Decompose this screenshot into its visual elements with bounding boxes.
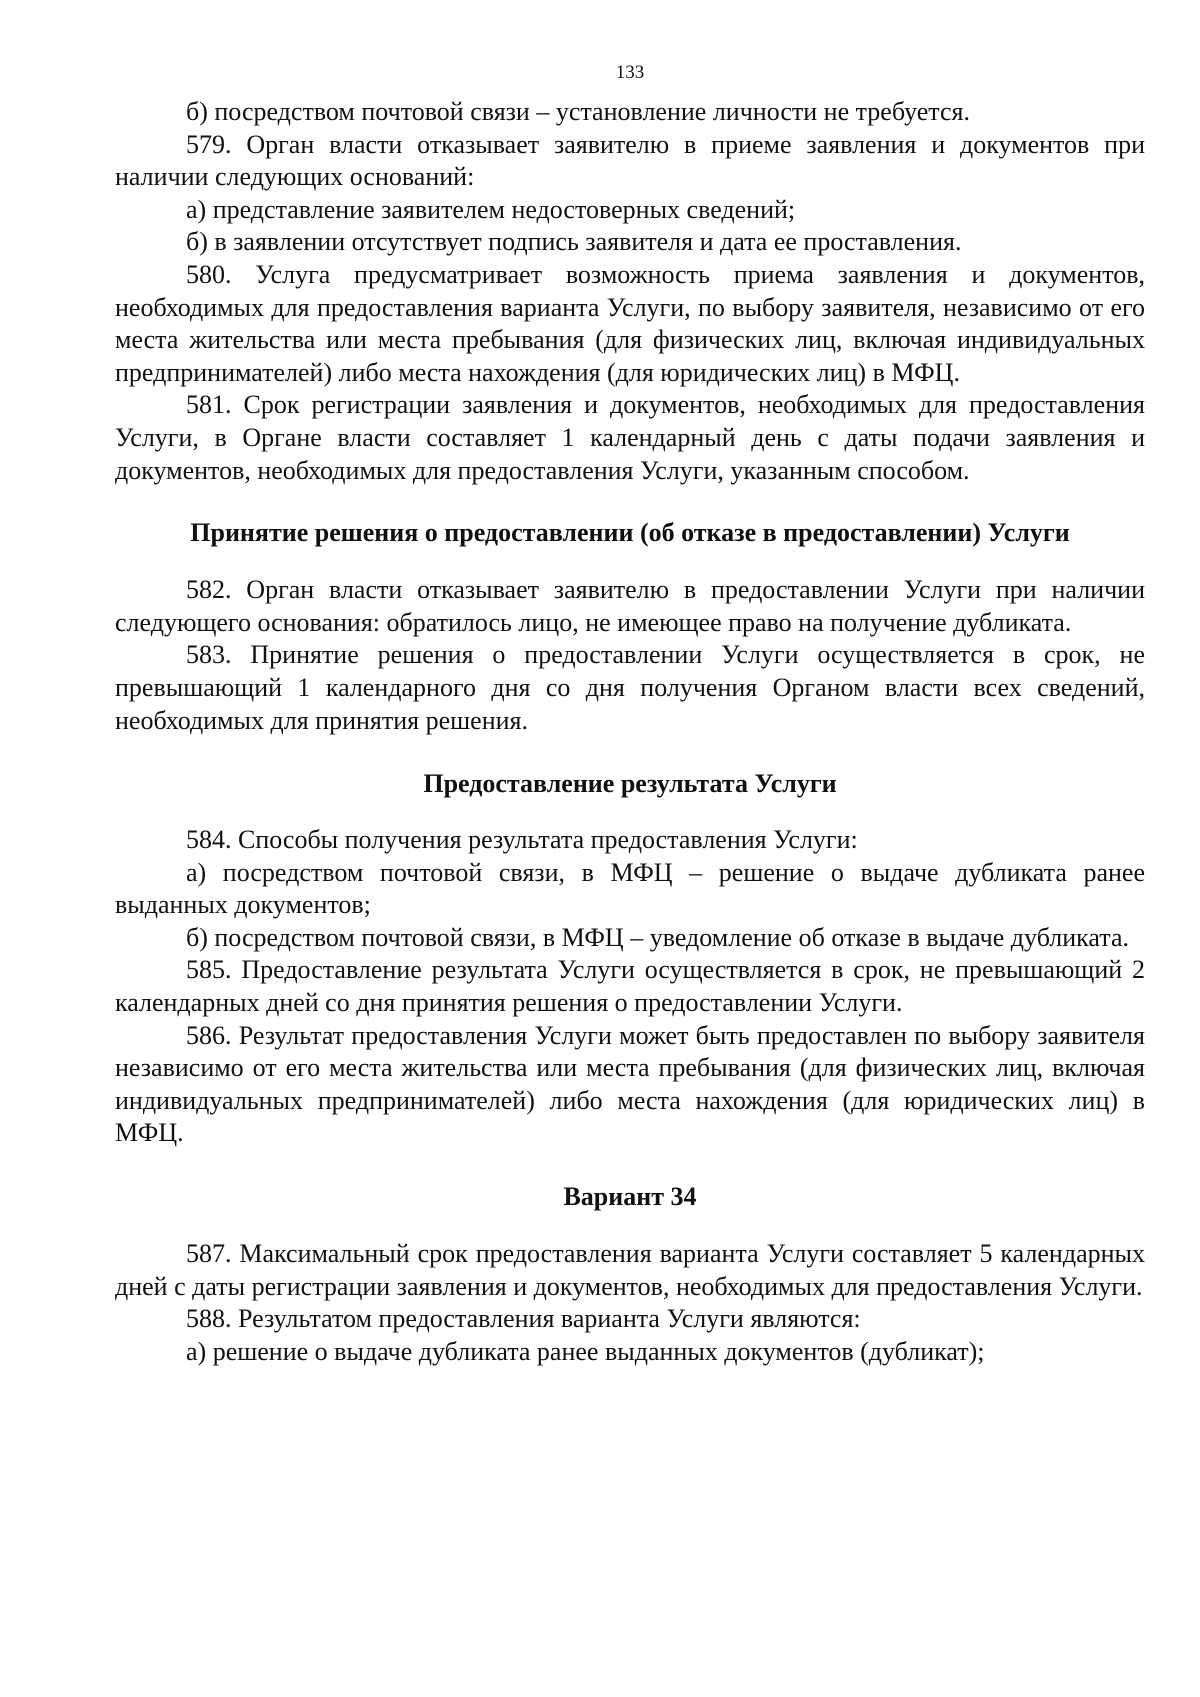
page-number: 133 [615, 62, 645, 83]
paragraph-579-a: а) представление заявителем недостоверных сведений; [186, 194, 796, 224]
paragraph-580: 580. Услуга предусматривает возможность приема заявления и документов, необходимых для предоставления варианта Услуги, по выбору заявителя, независимо от его места жительства или места пребывания (для физических лиц, включая индивидуальных предпринимателей) либо места нахождения (для юридических лиц) в МФЦ. [115, 259, 1145, 387]
paragraph-584-b: б) посредством почтовой связи, в МФЦ – уведомление об отказе в выдаче дубликата. [186, 922, 1129, 952]
paragraph-579: 579. Орган власти отказывает заявителю в приеме заявления и документов при наличии следующих оснований: [115, 129, 1145, 192]
section-heading-decision: Принятие решения о предоставлении (об отказе в предоставлении) Услуги [190, 518, 1070, 548]
paragraph-586: 586. Результат предоставления Услуги может быть предоставлен по выбору заявителя независимо от его места жительства или места пребывания (для физических лиц, включая индивидуальных предпринимателей) либо места нахождения (для юридических лиц) в МФЦ. [115, 1020, 1145, 1148]
section-heading-variant-34: Вариант 34 [563, 1182, 697, 1212]
paragraph-588: 588. Результатом предоставления варианта Услуги являются: [186, 1304, 861, 1334]
paragraph-587: 587. Максимальный срок предоставления варианта Услуги составляет 5 календарных дней с даты регистрации заявления и документов, необходимых для предоставления Услуги. [115, 1239, 1145, 1301]
paragraph-584: 584. Способы получения результата предоставления Услуги: [186, 825, 858, 855]
section-heading-result: Предоставление результата Услуги [423, 769, 837, 799]
paragraph-583: 583. Принятие решения о предоставлении Услуги осуществляется в срок, не превышающий 1 календарного дня со дня получения Органом власти всех сведений, необходимых для принятия решения. [115, 640, 1145, 735]
paragraph-item-b-postal: б) посредством почтовой связи – установление личности не требуется. [186, 97, 970, 126]
document-page [115, 62, 1145, 1368]
paragraph-579-b: б) в заявлении отсутствует подпись заявителя и дата ее проставления. [186, 227, 962, 257]
paragraph-584-a: а) посредством почтовой связи, в МФЦ – решение о выдаче дубликата ранее выданных документов; [115, 857, 1145, 920]
paragraph-581: 581. Срок регистрации заявления и документов, необходимых для предоставления Услуги, в Органе власти составляет 1 календарный день с даты подачи заявления и документов, необходимых для предоставления Услуги, указанным способом. [115, 390, 1145, 485]
paragraph-585: 585. Предоставление результата Услуги осуществляется в срок, не превышающий 2 календарных дней со дня принятия решения о предоставлении Услуги. [115, 955, 1145, 1018]
paragraph-582: 582. Орган власти отказывает заявителю в предоставлении Услуги при наличии следующего основания: обратилось лицо, не имеющее право на получение дубликата. [115, 575, 1145, 637]
paragraph-588-a: а) решение о выдаче дубликата ранее выданных документов (дубликат); [186, 1336, 985, 1366]
